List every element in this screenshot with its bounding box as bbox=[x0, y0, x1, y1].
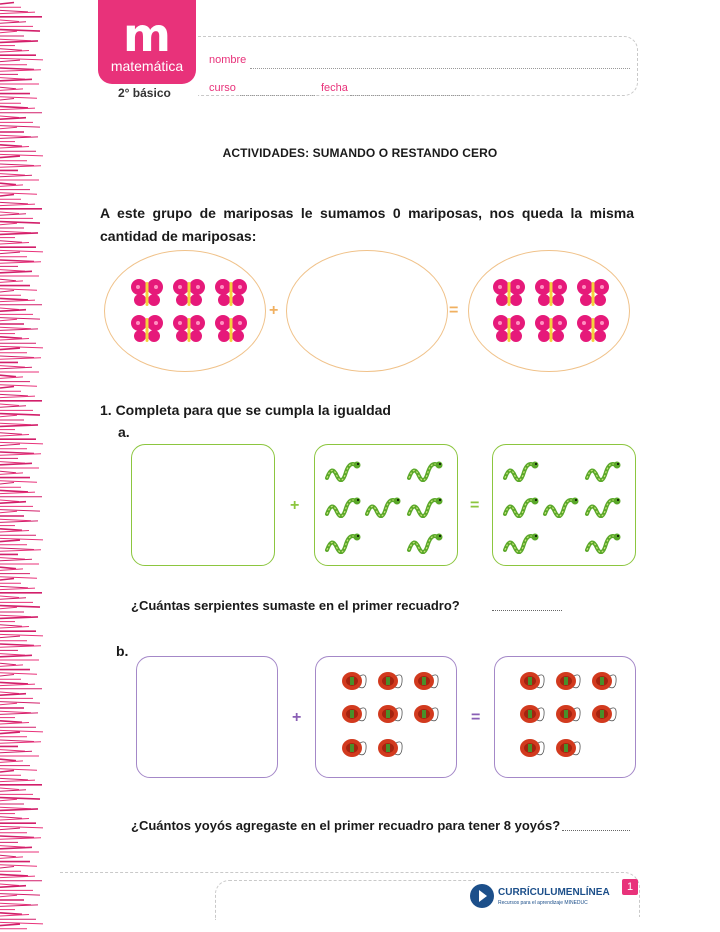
equals-sign: = bbox=[449, 302, 459, 319]
yoyo-icon bbox=[590, 703, 618, 730]
yoyo-icon bbox=[340, 737, 368, 764]
yoyo-icon bbox=[554, 670, 582, 697]
butterfly-icon bbox=[214, 314, 248, 349]
yoyo-icon bbox=[554, 737, 582, 764]
name-label: nombre bbox=[209, 54, 247, 66]
grade-label: 2° básico bbox=[118, 86, 171, 100]
butterfly-icon bbox=[214, 278, 248, 313]
item-b-label: b. bbox=[116, 643, 129, 659]
snake-icon bbox=[502, 492, 540, 523]
snake-icon bbox=[406, 456, 444, 487]
butterfly-icon bbox=[576, 314, 610, 349]
decorative-left-strip bbox=[0, 0, 50, 932]
equals-sign-a: = bbox=[470, 497, 480, 514]
snake-icon bbox=[324, 492, 362, 523]
page-number: 1 bbox=[622, 879, 638, 895]
question-b: ¿Cuántos yoyós agregaste en el primer recuadro para tener 8 yoyós? bbox=[131, 818, 561, 833]
plus-sign-b: + bbox=[292, 709, 302, 726]
snake-icon bbox=[406, 492, 444, 523]
snake-icon bbox=[324, 456, 362, 487]
yoyo-icon bbox=[554, 703, 582, 730]
butterfly-icon bbox=[492, 278, 526, 313]
snake-icon bbox=[542, 492, 580, 523]
date-field[interactable] bbox=[350, 95, 470, 96]
answer-box-b[interactable] bbox=[136, 656, 278, 778]
yoyo-icon bbox=[590, 670, 618, 697]
brand-name: CURRÍCULUMENLÍNEA bbox=[498, 887, 610, 898]
page-title: ACTIVIDADES: SUMANDO O RESTANDO CERO bbox=[222, 146, 498, 160]
butterfly-icon bbox=[130, 314, 164, 349]
butterfly-icon bbox=[172, 314, 206, 349]
empty-butterfly-group bbox=[286, 250, 448, 372]
butterfly-icon bbox=[534, 278, 568, 313]
yoyo-icon bbox=[340, 670, 368, 697]
answer-line-b[interactable] bbox=[562, 830, 630, 831]
plus-sign: + bbox=[269, 302, 279, 319]
snake-icon bbox=[502, 456, 540, 487]
intro-text: A este grupo de mariposas le sumamos 0 mariposas, nos queda la misma cantidad de mariposas: bbox=[100, 205, 634, 244]
exercise-heading: 1. Completa para que se cumpla la igualdad bbox=[100, 402, 391, 418]
footer-frame-inner bbox=[215, 880, 475, 920]
snake-icon bbox=[584, 456, 622, 487]
yoyo-icon bbox=[412, 703, 440, 730]
name-field[interactable] bbox=[250, 68, 630, 69]
butterfly-icon bbox=[576, 278, 610, 313]
answer-line-a[interactable] bbox=[492, 610, 562, 611]
yoyo-icon bbox=[412, 670, 440, 697]
yoyo-icon bbox=[376, 703, 404, 730]
yoyo-icon bbox=[518, 670, 546, 697]
butterfly-icon bbox=[534, 314, 568, 349]
snake-icon bbox=[502, 528, 540, 559]
logo-letter: m bbox=[123, 8, 171, 62]
matematica-logo bbox=[98, 0, 196, 84]
student-info-frame bbox=[198, 36, 638, 96]
yoyo-icon bbox=[376, 737, 404, 764]
snake-icon bbox=[364, 492, 402, 523]
equals-sign-b: = bbox=[471, 709, 481, 726]
course-label: curso bbox=[209, 82, 236, 94]
butterfly-icon bbox=[492, 314, 526, 349]
question-a: ¿Cuántas serpientes sumaste en el primer recuadro? bbox=[131, 598, 460, 613]
curriculum-logo-icon bbox=[470, 884, 494, 908]
yoyo-icon bbox=[518, 737, 546, 764]
snake-icon bbox=[324, 528, 362, 559]
butterfly-icon bbox=[172, 278, 206, 313]
item-a-label: a. bbox=[118, 424, 130, 440]
plus-sign-a: + bbox=[290, 497, 300, 514]
butterfly-icon bbox=[130, 278, 164, 313]
brand-subtitle: Recursos para el aprendizaje MINEDUC bbox=[498, 900, 588, 906]
yoyo-icon bbox=[518, 703, 546, 730]
yoyo-icon bbox=[376, 670, 404, 697]
yoyo-icon bbox=[340, 703, 368, 730]
course-field[interactable] bbox=[240, 95, 315, 96]
snake-icon bbox=[406, 528, 444, 559]
snake-icon bbox=[584, 492, 622, 523]
logo-word: matemática bbox=[110, 58, 184, 74]
answer-box-a[interactable] bbox=[131, 444, 275, 566]
date-label: fecha bbox=[321, 82, 348, 94]
snake-icon bbox=[584, 528, 622, 559]
